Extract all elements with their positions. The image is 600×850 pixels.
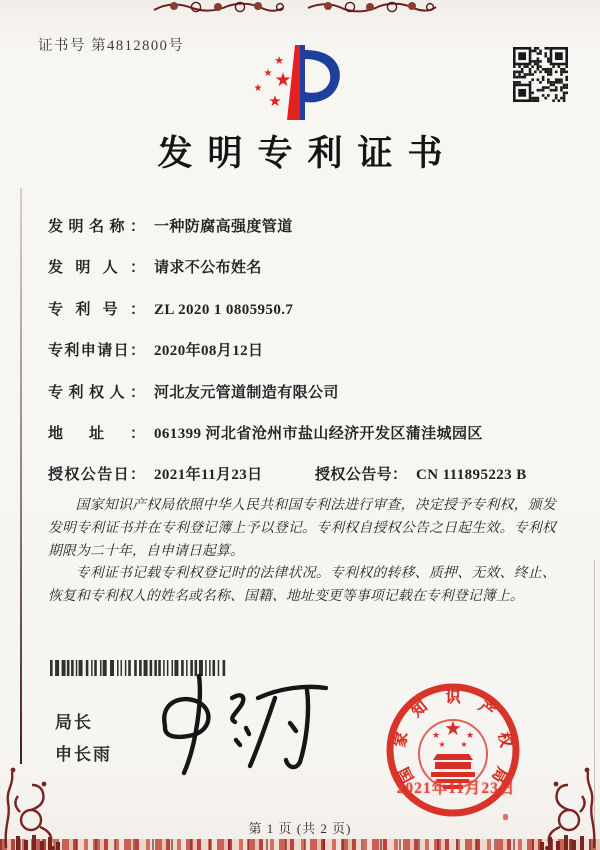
legal-paragraph-2: 专利证书记载专利权登记时的法律状况。专利权的转移、质押、无效、终止、恢复和专利权人的姓名或名称、国籍、地址变更等事项记载在专利登记簿上。 [48,565,556,604]
legal-text [48,494,556,608]
corner-flourish-icon [0,764,66,850]
svg-text:★: ★ [460,740,468,749]
field-patent-number [48,298,568,318]
field-value: CN 111895223 B [416,467,527,483]
svg-text:★: ★ [431,730,441,740]
field-filing-date [48,339,568,359]
svg-text:★: ★ [444,718,462,740]
page-edge-line [20,188,22,764]
field-patentee [48,381,568,401]
signer-title: 局长 [55,713,93,732]
cnipa-logo-icon [243,42,353,126]
svg-text:★: ★ [274,70,292,91]
field-inventor [48,256,568,276]
svg-text:★: ★ [438,740,446,749]
svg-text:★: ★ [274,55,284,67]
seal-date-stamp: 2021年11月23日 [396,780,516,797]
svg-text:★: ★ [253,83,263,94]
field-value: ZL 2020 1 0805950.7 [154,302,294,318]
field-value: 061399 河北省沧州市盐山经济开发区蒲洼城园区 [154,426,483,442]
signer-name: 申长雨 [55,745,112,764]
field-label: 专利申请日： [48,343,145,359]
field-label: 发明人： [48,260,145,276]
field-invention-name [48,215,568,235]
ornament-band-icon [152,0,438,13]
field-value: 2020年08月12日 [154,343,264,359]
legal-paragraph-1: 国家知识产权局依照中华人民共和国专利法进行审查，决定授予专利权，颁发发明专利证书并在专利登记簿上予以登记。专利权自授权公告之日起生效。专利权期限为二十年，自申请日起算。 [48,497,556,558]
field-value: 一种防腐高强度管道 [154,219,293,235]
svg-text:★: ★ [263,68,273,79]
field-address [48,422,568,442]
field-grant-row [48,463,568,483]
field-label: 发明名称： [48,219,145,235]
field-label: 授权公告日： [48,467,145,483]
bottom-tape-strip [0,839,600,850]
handwritten-signature-icon [135,666,335,781]
field-label: 专利权人： [48,385,145,401]
field-label: 地址： [48,426,145,442]
field-label: 专利号： [48,302,145,318]
certificate-number: 证书号 第4812800号 [38,38,185,54]
field-grant-number [315,463,527,484]
seal-arc-text: 国 家 知 识 产 权 局 [392,689,514,786]
svg-text:★: ★ [465,730,475,740]
field-label: 授权公告号： [315,467,407,483]
certificate-title: 发明专利证书 [157,134,458,173]
qr-code-icon [513,47,568,102]
svg-text:★: ★ [268,94,282,110]
field-value: 请求不公布姓名 [154,260,262,276]
page-number: 第 1 页 (共 2 页) [248,821,352,836]
field-value: 2021年11月23日 [154,467,263,483]
field-value: 河北友元管道制造有限公司 [154,385,339,401]
